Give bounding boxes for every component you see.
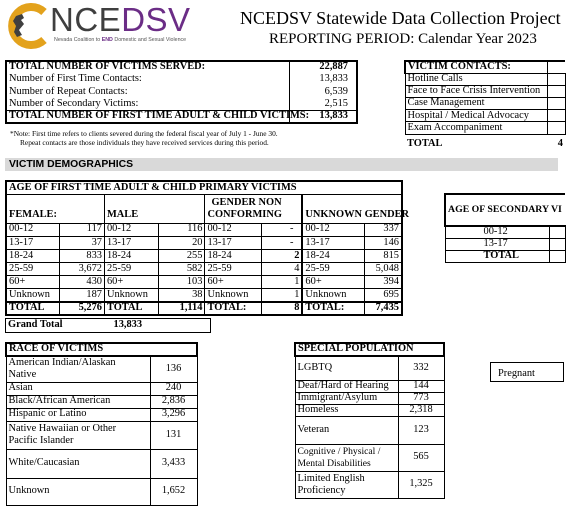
age-value: 337 [365,223,402,236]
victim-contact-label: Hotline Calls [405,73,547,85]
race-label: Asian [6,382,150,395]
victim-contacts-total-row [405,134,565,149]
age-value: 4 [261,262,302,275]
totals-value: 13,833 [290,111,357,123]
logo-wordmark: NCEDSV [50,1,191,38]
special-population-row [295,392,444,404]
age-value: 1 [261,289,302,302]
age-label: 18-24 [104,249,158,262]
totals-row [6,61,357,73]
logo-c-emblem-icon [4,4,52,48]
age-row [6,289,402,302]
race-label: Native Hawaiian or Other Pacific Islander [6,421,150,449]
grand-total-value: 13,833 [113,319,143,331]
age-label: 25-59 [302,262,364,275]
age-value: 37 [59,236,104,249]
special-population-label: LGBTQ [295,356,398,380]
victim-contact-value [547,110,565,122]
age-value: 695 [365,289,402,302]
male-header: MALE [104,194,204,223]
victim-contacts-table [404,60,566,149]
totals-row [6,98,357,110]
age-label: 60+ [205,275,261,288]
age-table-title: AGE OF FIRST TIME ADULT & CHILD PRIMARY VICTIMS [6,181,402,194]
report-title: NCEDSV Statewide Data Collection Project [240,8,561,28]
footnote-line: *Note: First time refers to clients severed during the federal fiscal year of July 1 - June 30. [10,129,278,138]
special-population-value: 144 [398,380,444,392]
age-row [6,262,402,275]
totals-label: Number of Secondary Victims: [9,97,139,109]
age-secondary-header [445,194,565,226]
totals-value: 13,833 [290,73,357,85]
race-row [6,395,197,408]
age-label: 18-24 [205,249,261,262]
age-label: 13-17 [302,236,364,249]
grand-total-label: Grand Total [8,319,63,331]
special-population-label: Deaf/Hard of Hearing [295,380,398,392]
special-population-label: Homeless [295,404,398,416]
victim-contact-row [405,122,565,134]
race-label: American Indian/Alaskan Native [6,356,150,382]
race-row [6,421,197,449]
age-label: 00-12 [104,223,158,236]
age-value: 116 [159,223,205,236]
race-value: 3,433 [150,449,197,478]
race-row [6,408,197,421]
age-value: 187 [59,289,104,302]
special-population-row [295,380,444,392]
age-row [6,223,402,236]
age-value: 255 [159,249,205,262]
age-value: - [261,223,302,236]
age-table-title-row [6,181,402,194]
age-row [6,249,402,262]
ncedsv-logo [4,3,200,49]
age-secondary-label: 00-12 [445,226,549,238]
race-row [6,356,197,382]
age-total-label: TOTAL: [205,302,261,315]
age-value: 5,048 [365,262,402,275]
age-first-time-table [5,180,410,316]
age-value: 3,672 [59,262,104,275]
age-label: 60+ [104,275,158,288]
section-heading: VICTIM DEMOGRAPHICS [5,158,558,171]
age-secondary-value [549,238,565,250]
victim-contact-row [405,110,565,122]
age-secondary-value [549,226,565,238]
race-table [5,342,198,506]
footnote-line: Repeat contacts are those individuals they have received services during this period. [20,138,269,148]
logo-tagline: Nevada Coalition to END Domestic and Sexual Violence [54,37,187,43]
age-secondary-total-row [445,250,565,262]
victim-contact-value [547,98,565,110]
age-table-header-row [6,194,402,223]
special-population-label: Cognitive / Physical / Mental Disabilities [295,444,398,471]
victim-contacts-total-value: 4 [557,137,563,149]
special-population-title: SPECIAL POPULATION [295,343,444,356]
age-label: 00-12 [205,223,261,236]
special-population-row [295,356,444,380]
age-label: 25-59 [104,262,158,275]
age-label: 18-24 [302,249,364,262]
age-label: 60+ [6,275,59,288]
special-population-value: 332 [398,356,444,380]
victim-contacts-value-cell [547,61,565,73]
age-label: Unknown [6,289,59,302]
age-value: 2 [261,249,302,262]
race-row [6,382,197,395]
victim-contact-label: Hospital / Medical Advocacy [405,110,547,122]
special-population-value: 773 [398,392,444,404]
age-total-value: 8 [261,302,302,315]
age-secondary-total-value [549,250,565,262]
totals-label: Number of First Time Contacts: [9,73,142,85]
age-label: 13-17 [6,236,59,249]
special-population-row [295,471,444,498]
age-total-label: TOTAL [6,302,59,315]
race-row [6,478,197,505]
totals-label: Number of Repeat Contacts: [9,85,128,97]
victim-contact-value [547,85,565,97]
age-total-value: 5,276 [59,302,104,315]
age-value: 394 [365,275,402,288]
gnc-header: GENDER NON CONFORMING [205,194,302,223]
age-label: 00-12 [6,223,59,236]
race-label: White/Caucasian [6,449,150,478]
special-population-label: Limited English Proficiency [295,471,398,498]
victim-contact-value [547,122,565,134]
age-value: 117 [59,223,104,236]
special-population-table [294,342,445,499]
pregnant-cell: Pregnant [490,362,564,382]
age-value: 38 [159,289,205,302]
totals-footnote [10,129,278,148]
age-secondary-table [444,193,566,263]
age-label: Unknown [205,289,261,302]
special-population-row [295,416,444,444]
age-label: Unknown [104,289,158,302]
race-value: 131 [150,421,197,449]
victim-contact-label: Face to Face Crisis Intervention [405,85,547,97]
totals-label: TOTAL NUMBER OF VICTIMS SERVED: [9,61,206,73]
special-population-label: Immigrant/Asylum [295,392,398,404]
victim-contact-row [405,98,565,110]
totals-table [5,60,358,124]
race-value: 3,296 [150,408,197,421]
age-total-value: 1,114 [159,302,205,315]
age-value: 815 [365,249,402,262]
grand-total-row [6,319,211,333]
age-value: 20 [159,236,205,249]
age-total-value: 7,435 [365,302,402,315]
age-row [6,236,402,249]
special-population-value: 123 [398,416,444,444]
age-value: - [261,236,302,249]
race-value: 2,836 [150,395,197,408]
race-value: 1,652 [150,478,197,505]
race-label: Black/African American [6,395,150,408]
age-label: 13-17 [104,236,158,249]
victim-contacts-total-label: TOTAL [407,137,443,149]
age-row [6,275,402,288]
special-population-header [295,343,444,356]
victim-contact-label: Exam Accompaniment [405,122,547,134]
totals-value: 2,515 [290,98,357,110]
totals-row [6,111,357,123]
victim-contact-value [547,73,565,85]
special-population-row [295,444,444,471]
age-value: 146 [365,236,402,249]
age-value: 582 [159,262,205,275]
victim-contact-row [405,73,565,85]
age-label: 00-12 [302,223,364,236]
special-population-value: 1,325 [398,471,444,498]
race-row [6,449,197,478]
totals-value: 6,539 [290,86,357,98]
age-total-label: TOTAL [104,302,158,315]
age-label: 13-17 [205,236,261,249]
age-label: 60+ [302,275,364,288]
age-label: 25-59 [205,262,261,275]
race-header [6,343,197,356]
age-secondary-row [445,238,565,250]
unknown-gender-header: UNKNOWN GENDER [302,194,402,223]
age-secondary-label: 13-17 [445,238,549,250]
totals-label: TOTAL NUMBER OF FIRST TIME ADULT & CHILD VICTIMS: [6,111,290,123]
age-secondary-title: AGE OF SECONDARY VI [445,194,565,226]
age-value: 833 [59,249,104,262]
totals-row [6,73,357,85]
age-total-label: TOTAL: [302,302,364,315]
race-title: RACE OF VICTIMS [6,343,197,356]
age-value: 103 [159,275,205,288]
age-label: Unknown [302,289,364,302]
race-label: Unknown [6,478,150,505]
victim-contacts-header [405,61,565,73]
age-value: 1 [261,275,302,288]
age-value: 430 [59,275,104,288]
victim-contact-label: Case Management [405,98,547,110]
race-value: 136 [150,356,197,382]
age-secondary-total-label: TOTAL [445,250,549,262]
special-population-value: 2,318 [398,404,444,416]
age-label: 25-59 [6,262,59,275]
totals-row [6,86,357,98]
age-label: 18-24 [6,249,59,262]
female-header: FEMALE: [9,209,57,221]
grand-total-table [5,318,211,333]
reporting-period: REPORTING PERIOD: Calendar Year 2023 [269,31,537,47]
victim-contacts-title: VICTIM CONTACTS: [405,61,547,73]
special-population-value: 565 [398,444,444,471]
victim-contact-row [405,85,565,97]
race-label: Hispanic or Latino [6,408,150,421]
special-population-label: Veteran [295,416,398,444]
age-secondary-row [445,226,565,238]
special-population-row [295,404,444,416]
age-total-row [6,302,402,315]
totals-value: 22,887 [290,61,357,73]
race-value: 240 [150,382,197,395]
